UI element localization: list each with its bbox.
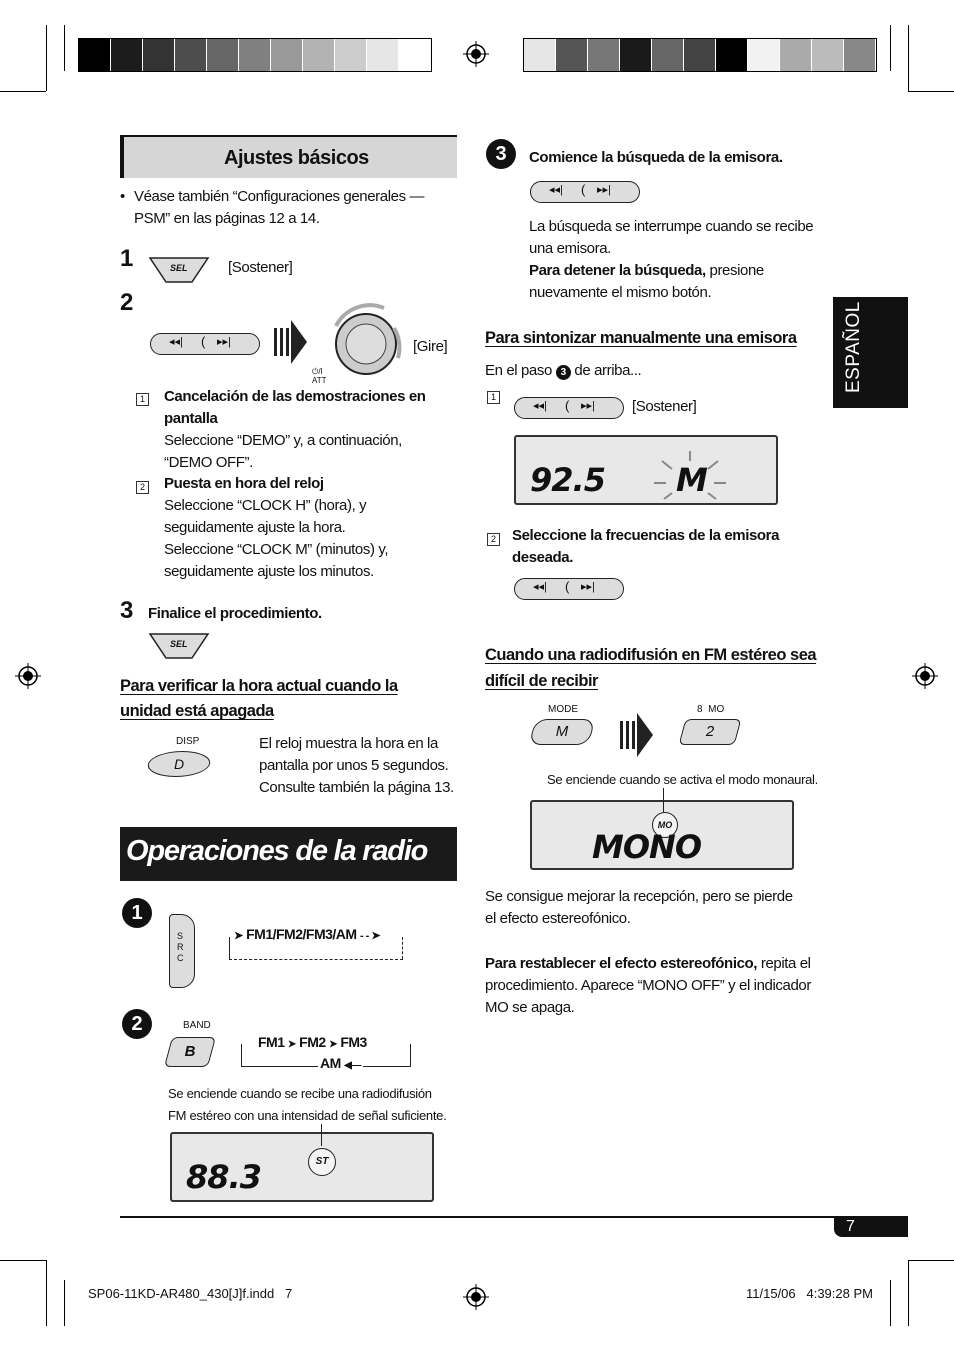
substep-text: Seleccione “CLOCK H” (hora), y seguidamente ajuste la hora.	[164, 497, 367, 536]
color-bar-left	[78, 38, 432, 72]
color-swatch	[271, 39, 303, 71]
lcd-memory: M	[676, 461, 708, 499]
src-cycle: ➤ FM1/FM2/FM3/AM - - ➤	[234, 926, 381, 942]
subheading: Para sintonizar manualmente una emisora	[485, 329, 797, 347]
substep-box: 2	[136, 477, 149, 495]
lcd-display	[530, 800, 794, 870]
color-swatch	[652, 39, 684, 71]
color-swatch	[716, 39, 748, 71]
step-circle: 3	[486, 139, 516, 169]
knob-label: ⏻/I ATT	[312, 367, 327, 385]
bullet-icon: •	[120, 188, 125, 205]
registration-mark-icon	[912, 663, 938, 689]
seek-buttons-icon: ◂◂| ( ▸▸|	[514, 578, 624, 600]
crop-mark	[64, 1280, 65, 1326]
color-swatch	[812, 39, 844, 71]
color-swatch	[844, 39, 876, 71]
step-circle: 1	[122, 898, 152, 928]
color-swatch	[335, 39, 367, 71]
cycle-loop-end	[402, 937, 404, 959]
page-number-tab	[834, 1217, 908, 1237]
turn-label: [Gire]	[413, 338, 448, 355]
step-number: 3	[120, 597, 134, 624]
disp-button-icon: D	[145, 751, 214, 777]
color-swatch	[367, 39, 399, 71]
arrow-right-icon	[620, 711, 654, 759]
registration-mark-icon	[463, 1284, 489, 1310]
step-number: 2	[120, 289, 134, 316]
lcd-display	[170, 1132, 434, 1202]
step-circle: 2	[122, 1009, 152, 1039]
color-swatch	[556, 39, 588, 71]
preset-2-button-icon: 2	[679, 719, 742, 745]
crop-mark	[0, 1260, 46, 1261]
substep-title: Seleccione la frecuencias de la emisora deseada.	[512, 527, 780, 566]
registration-mark-icon	[463, 41, 489, 67]
crop-mark	[46, 1260, 47, 1326]
color-swatch	[239, 39, 271, 71]
result-text: Se consigue mejorar la recepción, pero se pierde el efecto estereofónico.	[485, 888, 793, 927]
color-swatch	[111, 39, 143, 71]
mo-label: 8 MO	[697, 704, 725, 715]
lcd-frequency: 88.3	[186, 1158, 261, 1196]
substep-box: 2	[487, 529, 500, 547]
substep-title: Cancelación de las demostraciones en pantalla	[164, 388, 426, 427]
band-label: BAND	[183, 1020, 211, 1031]
section-header	[120, 135, 457, 178]
indicator-line	[321, 1124, 322, 1146]
page-title: Operaciones de la radio	[126, 835, 428, 867]
color-swatch	[780, 39, 812, 71]
crop-mark	[908, 1260, 909, 1326]
title-banner	[120, 827, 457, 881]
crop-mark	[908, 25, 909, 91]
substep-text: Seleccione “CLOCK M” (minutos) y, seguidamente ajuste los minutos.	[164, 541, 389, 580]
section-heading: Ajustes básicos	[224, 147, 369, 169]
substep-title: Puesta en hora del reloj	[164, 475, 324, 492]
lcd-mono: MONO	[592, 828, 702, 866]
color-swatch	[524, 39, 556, 71]
manual-intro: En el paso 3 de arriba...	[485, 362, 642, 379]
subheading: Para verificar la hora actual cuando la unidad está apagada	[120, 677, 398, 720]
sel-label: SEL	[170, 263, 188, 273]
lcd-frequency: 92.5	[530, 461, 605, 499]
step-text: Finalice el procedimiento.	[148, 605, 322, 622]
mo-indicator: MO	[652, 812, 678, 838]
band-am: AM ◀—	[320, 1055, 361, 1071]
disp-text: El reloj muestra la hora en la pantalla por unos 5 segundos. Consulte también la página 13.	[259, 735, 454, 796]
footer-date: 11/15/06 4:39:28 PM	[746, 1286, 873, 1301]
color-swatch	[175, 39, 207, 71]
crop-mark	[908, 91, 954, 92]
step-text: Comience la búsqueda de la emisora.	[529, 149, 783, 166]
crop-mark	[908, 1260, 954, 1261]
src-button-icon: S R C	[169, 914, 195, 988]
color-swatch	[620, 39, 652, 71]
registration-mark-icon	[15, 663, 41, 689]
info-text: La búsqueda se interrumpe cuando se recibe una emisora.	[529, 218, 814, 257]
st-note: Se enciende cuando se recibe una radiodifusión FM estéreo con una intensidad de señal suficiente.	[168, 1086, 447, 1123]
band-button-icon: B	[164, 1037, 216, 1067]
disp-label: DISP	[176, 736, 200, 747]
mono-note: Se enciende cuando se activa el modo monaural.	[547, 772, 818, 787]
color-swatch	[303, 39, 335, 71]
color-swatch	[143, 39, 175, 71]
subheading: Cuando una radiodifusión en FM estéreo sea difícil de recibir	[485, 646, 817, 690]
stop-text: Para detener la búsqueda, presione nuevamente el mismo botón.	[529, 262, 764, 301]
step-number: 1	[120, 245, 134, 272]
crop-mark	[0, 91, 46, 92]
language-tab	[833, 297, 908, 408]
volume-knob-icon	[322, 302, 410, 390]
page-number: 7	[846, 1218, 855, 1235]
mode-button-icon: M	[529, 719, 596, 745]
color-swatch	[588, 39, 620, 71]
arrow-right-icon	[274, 318, 308, 366]
seek-buttons-icon: ◂◂| ( ▸▸|	[150, 333, 260, 355]
sel-label: SEL	[170, 639, 188, 649]
crop-mark	[64, 25, 65, 71]
substep-box: 1	[487, 387, 500, 405]
substep-text: Seleccione “DEMO” y, a continuación, “DEMO OFF”.	[164, 432, 402, 471]
language-label: ESPAÑOL	[843, 301, 864, 393]
color-bar-right	[523, 38, 877, 72]
color-swatch	[399, 39, 431, 71]
color-swatch	[748, 39, 780, 71]
substep-box: 1	[136, 389, 149, 407]
st-indicator: ST	[308, 1148, 336, 1176]
color-swatch	[684, 39, 716, 71]
hold-label: [Sostener]	[632, 398, 697, 415]
see-also-text: Véase también “Configuraciones generales — PSM” en las páginas 12 a 14.	[134, 188, 425, 227]
indicator-line	[663, 788, 664, 812]
color-swatch	[207, 39, 239, 71]
footer-file: SP06-11KD-AR480_430[J]f.indd 7	[88, 1286, 293, 1301]
lcd-display	[514, 435, 778, 505]
seek-buttons-icon: ◂◂| ( ▸▸|	[514, 397, 624, 419]
restore-text: Para restablecer el efecto estereofónico, repita el procedimiento. Aparece “MONO OFF” y el indicador MO se apaga.	[485, 955, 811, 1016]
crop-mark	[46, 25, 47, 91]
hold-label: [Sostener]	[228, 259, 293, 276]
crop-mark	[890, 25, 891, 71]
mode-label: MODE	[548, 704, 578, 715]
crop-mark	[890, 1280, 891, 1326]
footer-rule	[120, 1216, 908, 1218]
color-swatch	[79, 39, 111, 71]
band-sequence: FM1 ➤ FM2 ➤ FM3	[258, 1034, 367, 1050]
seek-buttons-icon: ◂◂| ( ▸▸|	[530, 181, 640, 203]
